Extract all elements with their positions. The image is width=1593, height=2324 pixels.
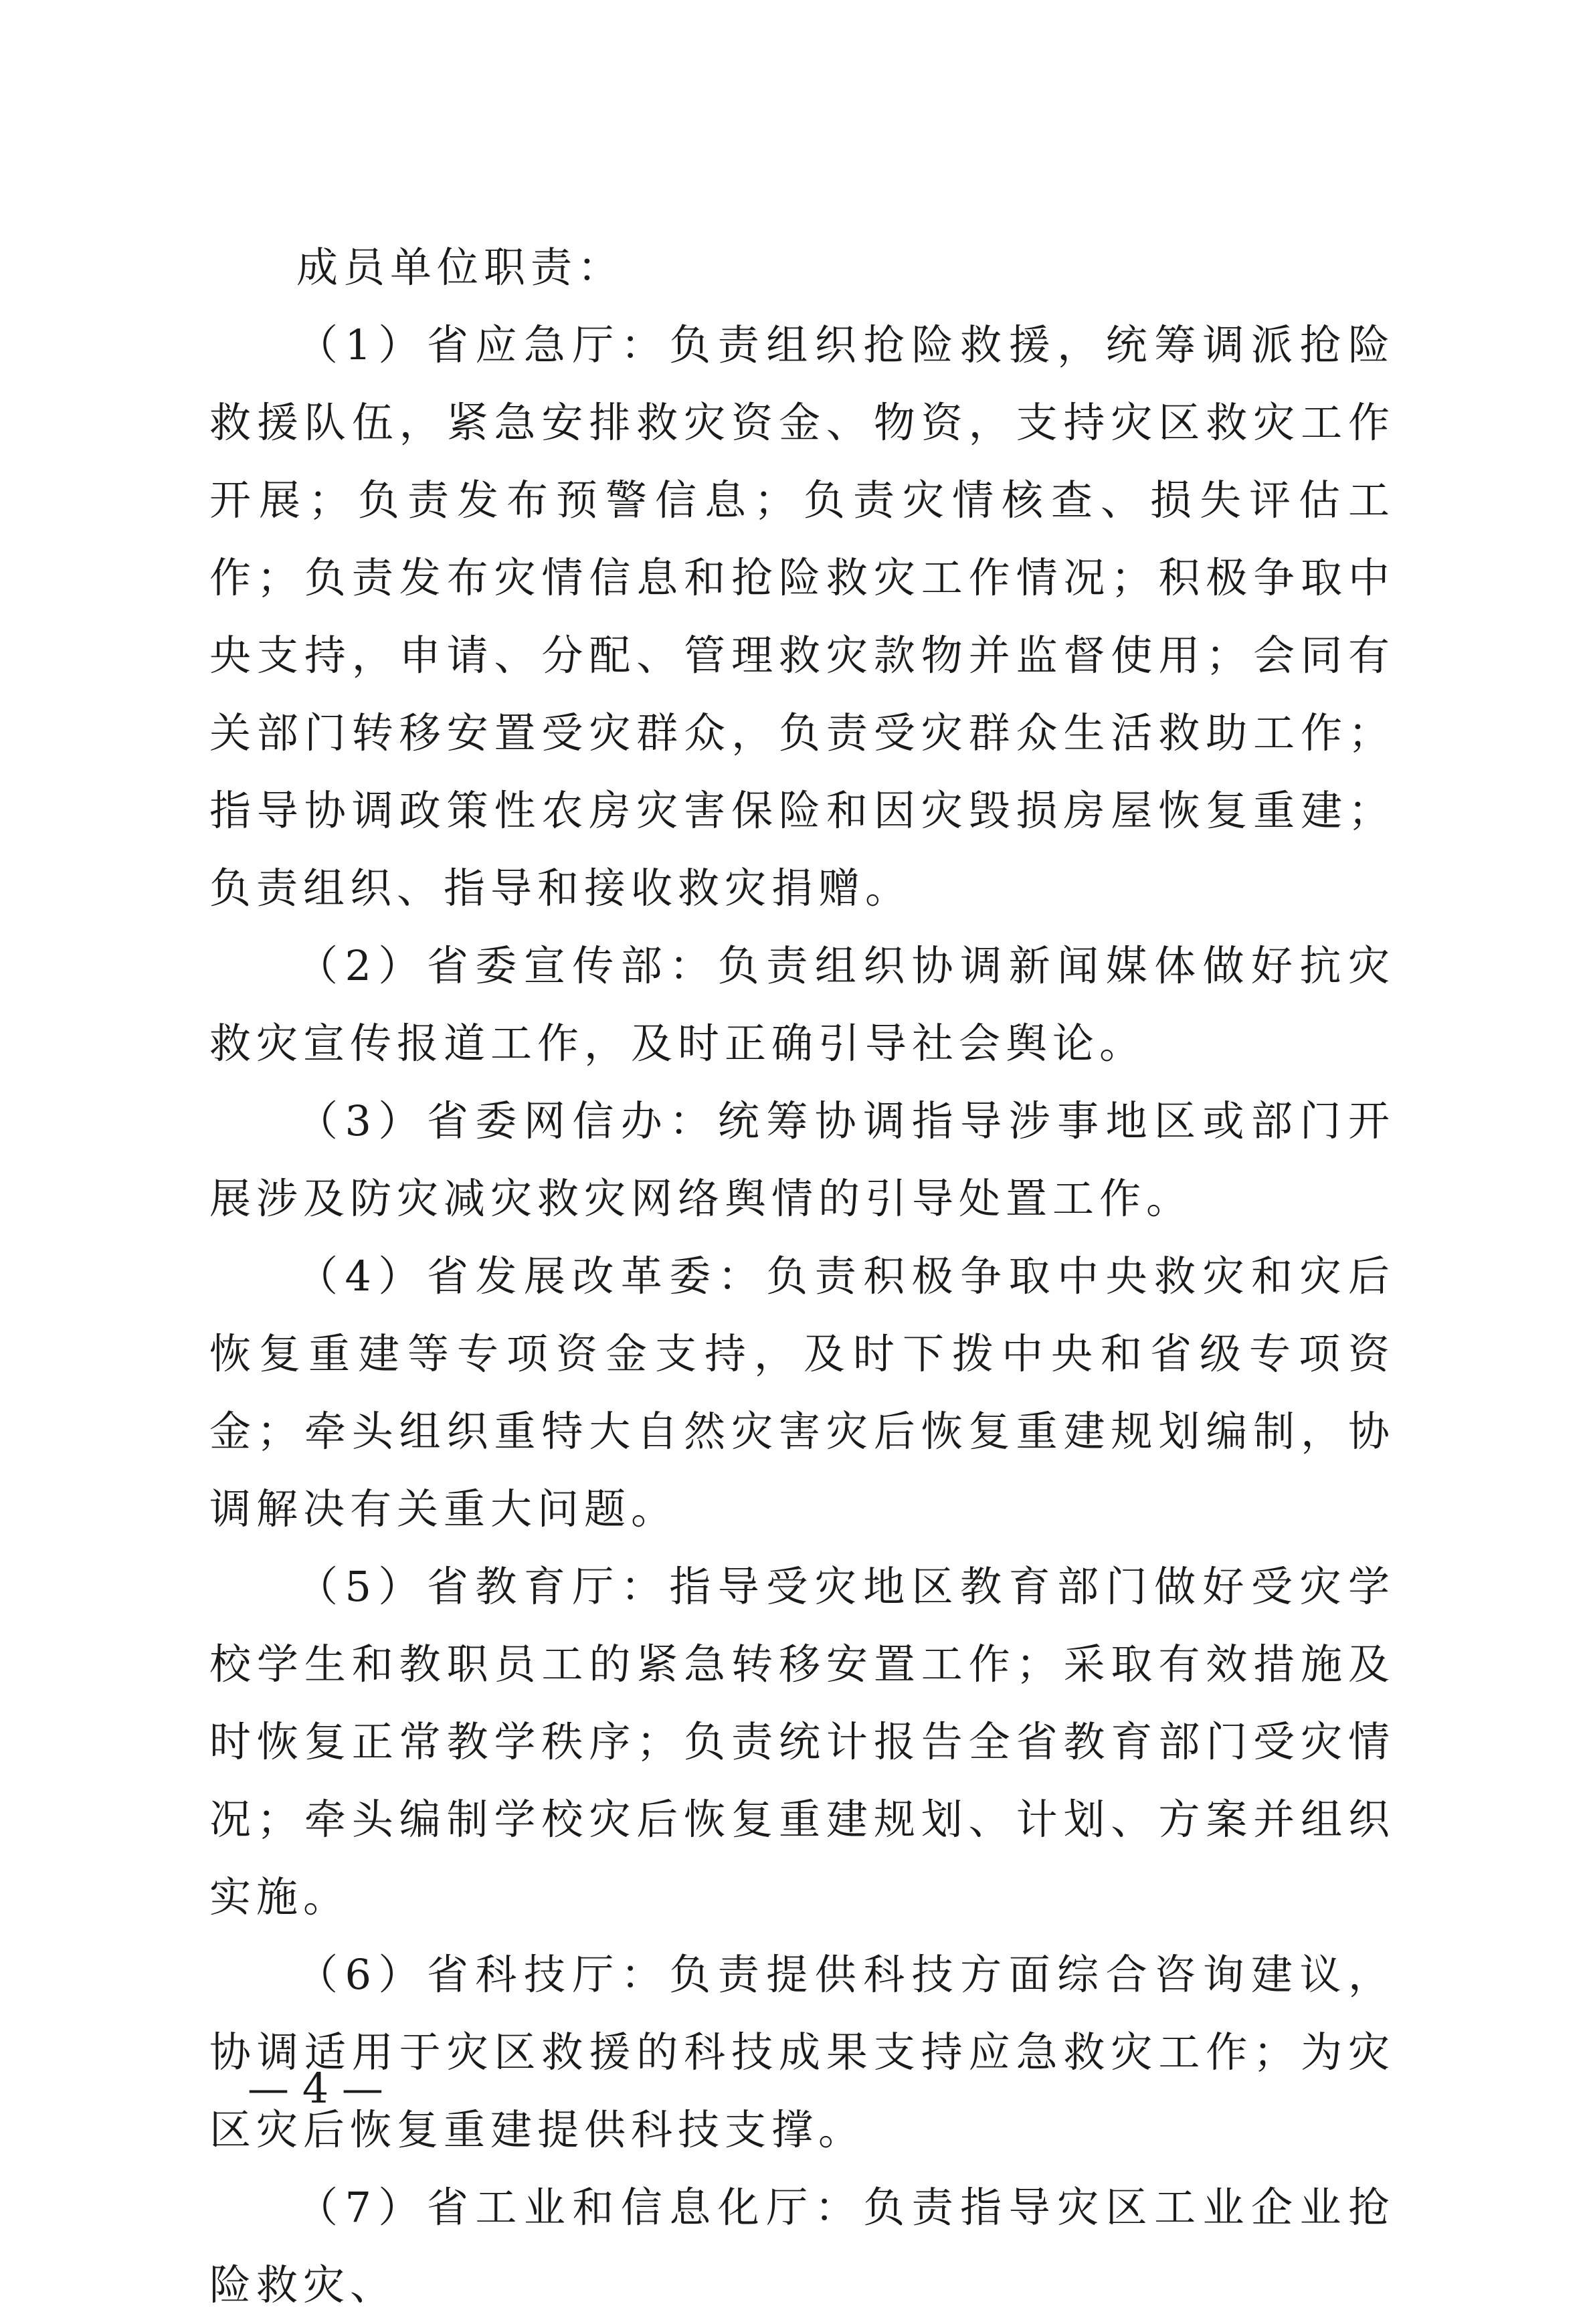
paragraph-4: （4）省发展改革委：负责积极争取中央救灾和灾后恢复重建等专项资金支持，及时下拨中央和省级专项资金；牵头组织重特大自然灾害灾后恢复重建规划编制，协调解决有关重大问题。 [209,1252,1395,1533]
paragraph-2: （2）省委宣传部：负责组织协调新闻媒体做好抗灾救灾宣传报道工作，及时正确引导社会舆论。 [209,941,1395,1068]
paragraph-5: （5）省教育厅：指导受灾地区教育部门做好受灾学校学生和教职员工的紧急转移安置工作；采取有效措施及时恢复正常教学秩序；负责统计报告全省教育部门受灾情况；牵头编制学校灾后恢复重建规划、计划、方案并组织实施。 [209,1562,1395,1921]
page-number: — 4 — [248,2064,383,2113]
paragraph-6: （6）省科技厅：负责提供科技方面综合咨询建议，协调适用于灾区救援的科技成果支持应急救灾工作；为灾区灾后恢复重建提供科技支撑。 [209,1950,1395,2154]
document-body [209,229,1395,2324]
paragraph-3: （3）省委网信办：统筹协调指导涉事地区或部门开展涉及防灾减灾救灾网络舆情的引导处置工作。 [209,1096,1395,1223]
section-heading: 成员单位职责： [296,243,625,292]
paragraph-7: （7）省工业和信息化厅：负责指导灾区工业企业抢险救灾、 [209,2183,1395,2309]
paragraph-1: （1）省应急厅：负责组织抢险救援，统筹调派抢险救援队伍，紧急安排救灾资金、物资，支持灾区救灾工作开展；负责发布预警信息；负责灾情核查、损失评估工作；负责发布灾情信息和抢险救灾工作情况；积极争取中央支持，申请、分配、管理救灾款物并监督使用；会同有关部门转移安置受灾群众，负责受灾群众生活救助工作；指导协调政策性农房灾害保险和因灾毁损房屋恢复重建；负责组织、指导和接收救灾捐赠。 [209,320,1395,912]
